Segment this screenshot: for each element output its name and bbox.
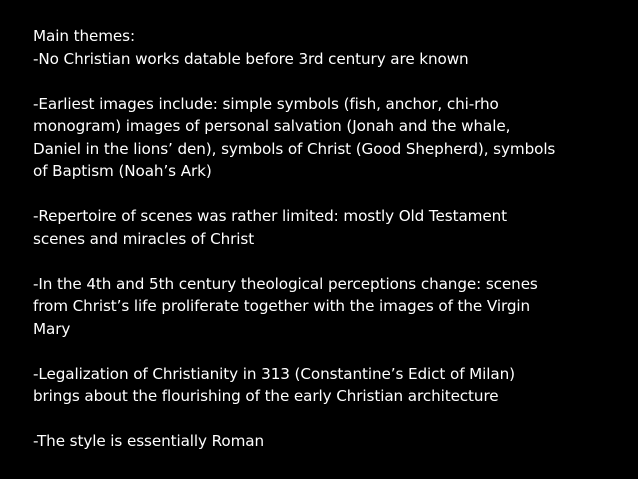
point-earliest-images-line-3: Daniel in the lions’ den), symbols of Christ (Good Shepherd), symbols: [33, 139, 556, 158]
point-theological-change-line-3: Mary: [33, 319, 71, 338]
point-theological-change-line-1: -In the 4th and 5th century theological perceptions change: scenes: [33, 274, 538, 293]
spacer: [33, 408, 613, 431]
point-earliest-images-line-2: monogram) images of personal salvation (Jonah and the whale,: [33, 117, 511, 135]
spacer: [33, 250, 613, 273]
point-style-roman: -The style is essentially Roman: [33, 432, 265, 450]
point-repertoire-line-1: -Repertoire of scenes was rather limited: mostly Old Testament: [33, 207, 507, 225]
point-theological-change-line-2: from Christ’s life proliferate together with the images of the Virgin: [33, 297, 531, 315]
point-repertoire-line-2: scenes and miracles of Christ: [33, 229, 255, 248]
point-earliest-images-line-1: -Earliest images include: simple symbols (fish, anchor, chi-rho: [33, 94, 499, 113]
spacer: [33, 340, 613, 363]
point-earliest-images-line-4: of Baptism (Noah’s Ark): [33, 162, 212, 180]
spacer: [33, 183, 613, 206]
slide-heading: Main themes:: [33, 27, 135, 45]
point-no-christian-works: -No Christian works datable before 3rd century are known: [33, 49, 469, 68]
point-legalization-line-2: brings about the flourishing of the early Christian architecture: [33, 387, 499, 405]
spacer: [33, 70, 613, 93]
slide-text-body: [33, 25, 613, 453]
point-legalization-line-1: -Legalization of Christianity in 313 (Constantine’s Edict of Milan): [33, 364, 515, 383]
